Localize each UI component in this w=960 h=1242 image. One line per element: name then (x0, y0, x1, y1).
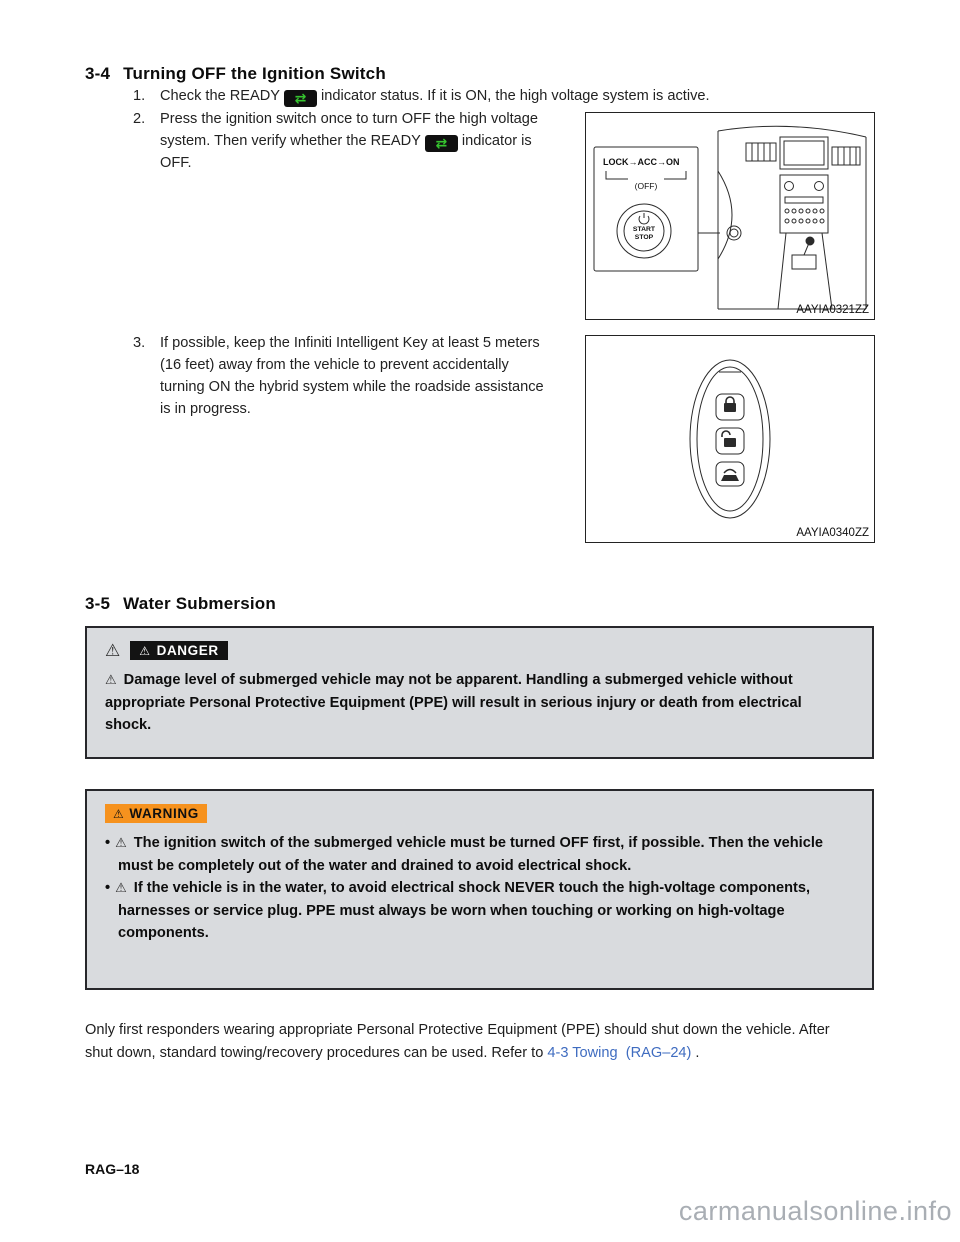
step-number: 2. (133, 111, 146, 127)
step-2 (133, 108, 552, 174)
step-text-before: Press the ignition switch once to turn OFF the high voltage system. Then verify whether the READY (160, 111, 539, 149)
intelligent-key-illustration (586, 336, 874, 542)
ignition-off-label: (OFF) (634, 181, 658, 191)
step-text: If possible, keep the Infiniti Intelligent Key at least 5 meters (16 feet) away from the vehicle to prevent accidentally turning ON the hybrid system while the roadside assistance is in progress. (160, 335, 544, 417)
towing-section-link[interactable]: 4-3 Towing (547, 1045, 618, 1061)
figure-caption: AAYIA0340ZZ (796, 527, 869, 539)
warning-item (105, 832, 835, 877)
warning-badge-label: WARNING (129, 806, 199, 821)
figure-caption: AAYIA0321ZZ (796, 304, 869, 316)
warning-badge-row (105, 804, 854, 823)
warning-list (105, 832, 854, 945)
warning-triangle-icon: ⚠ (105, 672, 117, 687)
warning-badge (105, 804, 207, 823)
step-text-after: indicator is OFF. (160, 133, 532, 171)
ready-indicator-icon: ⇄ (284, 90, 317, 107)
warning-item-text: If the vehicle is in the water, to avoid electrical shock NEVER touch the high-voltage components, harnesses or service plug. PPE must always be worn when touching or working on high-voltage components. (118, 880, 811, 941)
stop-button-label: STOP (634, 234, 654, 241)
closing-paragraph (85, 1019, 843, 1065)
step-text-before: Check the READY (160, 88, 281, 104)
danger-badge-label: DANGER (156, 643, 219, 658)
section-number: 3-4 (85, 64, 111, 84)
section-number: 3-5 (85, 594, 111, 614)
danger-box (85, 626, 874, 759)
danger-text (105, 669, 819, 737)
figure-ignition-switch (585, 112, 875, 320)
section-title-text: Water Submersion (123, 594, 276, 614)
start-button-label: START (632, 226, 656, 233)
step-number: 1. (133, 88, 146, 104)
towing-page-link[interactable]: (RAG–24) (625, 1045, 692, 1061)
warning-triangle-icon: ⚠ (115, 880, 127, 895)
warning-triangle-icon: ⚠ (105, 641, 121, 660)
step-number: 3. (133, 335, 146, 351)
warning-box (85, 789, 874, 990)
warning-item-text: The ignition switch of the submerged vehicle must be turned OFF first, if possible. Then the vehicle must be completely out of the water and drained to avoid electrical shock. (118, 835, 824, 874)
warning-triangle-icon: ⚠ (139, 643, 151, 658)
bullet-icon: • (105, 835, 111, 851)
section-3-4-title (85, 64, 386, 84)
ignition-position-labels: LOCK→ACC→ON (603, 157, 680, 167)
danger-text-body: Damage level of submerged vehicle may not be apparent. Handling a submerged vehicle without appropriate Personal Protective Equipment (PPE) will result in serious injury or death from electrical shock. (105, 672, 802, 733)
step-text-after: indicator status. If it is ON, the high voltage system is active. (321, 88, 710, 104)
warning-item (105, 877, 835, 945)
ignition-switch-illustration (586, 113, 874, 319)
warning-triangle-icon: ⚠ (115, 835, 127, 850)
danger-badge (130, 641, 227, 660)
warning-triangle-icon: ⚠ (113, 806, 125, 821)
section-3-5-title (85, 594, 276, 614)
danger-badge-row (105, 641, 854, 660)
ready-indicator-icon: ⇄ (425, 135, 458, 152)
bullet-icon: • (105, 880, 111, 896)
step-text (160, 108, 552, 174)
step-text (160, 85, 860, 107)
figure-intelligent-key (585, 335, 875, 543)
section-title-text: Turning OFF the Ignition Switch (123, 64, 386, 84)
page-number: RAG–18 (85, 1161, 140, 1177)
step-1 (133, 85, 860, 107)
trunk-button-icon (716, 462, 744, 486)
closing-period: . (695, 1045, 700, 1061)
step-3 (133, 332, 548, 420)
site-watermark: carmanualsonline.info (678, 1196, 952, 1226)
closing-text: Only first responders wearing appropriate Personal Protective Equipment (PPE) should shut down the vehicle. After shut down, standard towing/recovery procedures can be used. Refer to (85, 1022, 830, 1061)
